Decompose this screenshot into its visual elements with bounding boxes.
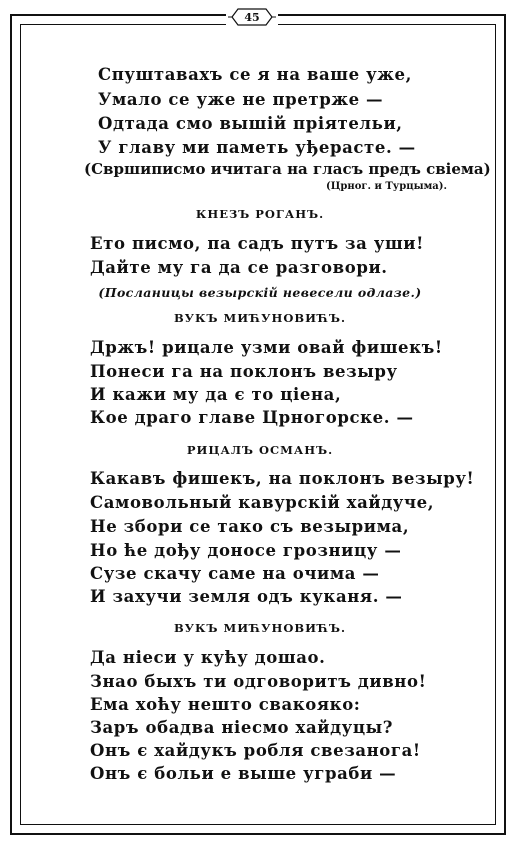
stage-note: (Црног. и Турцыма).	[326, 181, 447, 192]
verse-line: У главу ми паметь уђерасте. —	[98, 138, 416, 157]
verse-line: И захучи земля одъ куканя. —	[90, 587, 403, 606]
verse-line: Да нiеси у кућу дошао.	[90, 648, 326, 667]
stage-direction: (Посланицы везырскiй невесели одлазе.)	[98, 285, 422, 300]
verse-line: Онъ є хайдукъ робля свезанога!	[90, 741, 421, 760]
verse-line: Онъ є больи е выше уграби —	[90, 764, 397, 783]
verse-line-stage: (Свршиписмо ичитага на гласъ предъ свiема)	[84, 160, 491, 178]
verse-line: Не збори се тако съ везырима,	[90, 517, 410, 536]
verse-line: Понеси га на поклонъ везыру	[90, 362, 398, 381]
speaker-heading: РИЦАЛЪ ОСМАНЪ.	[186, 443, 334, 457]
verse-line: Заръ обадва нiесмо хайдуцы?	[90, 718, 394, 737]
speaker-heading: ВУКЪ МИЋУНОВИЋЪ.	[173, 311, 347, 325]
speaker-heading: ВУКЪ МИЋУНОВИЋЪ.	[173, 621, 347, 635]
verse-line: Спуштавахъ се я на ваше уже,	[98, 65, 412, 84]
verse-line: Умало се уже не претрже —	[98, 90, 384, 109]
page-number: 45	[244, 10, 260, 24]
verse-line: Држъ! рицале узми овай фишекъ!	[90, 338, 443, 357]
verse-line: Но ће дођу доносе грозницу —	[90, 541, 402, 560]
verse-line: Кое драго главе Црногорске. —	[90, 408, 414, 427]
verse-line: Ето писмо, па садъ путъ за уши!	[90, 234, 424, 253]
verse-line: Самовольный кавурскiй хайдуче,	[90, 493, 435, 512]
verse-line: Одтада смо вышій прiятельи,	[98, 114, 403, 133]
verse-line: Дайте му га да се разговори.	[90, 258, 388, 277]
verse-line: Какавъ фишекъ, на поклонъ везыру!	[90, 469, 475, 488]
verse-line: Ема хоћу нешто свакояко:	[90, 695, 361, 714]
speaker-heading: КНЕЗЪ РОГАНЪ.	[195, 207, 325, 221]
verse-line: Сузе скачу саме на очима —	[90, 564, 380, 583]
verse-line: И кажи му да є то цiена,	[90, 385, 342, 404]
page-number-cartouche	[226, 6, 278, 28]
verse-line: Знао быхъ ти одговоритъ дивно!	[90, 672, 427, 691]
